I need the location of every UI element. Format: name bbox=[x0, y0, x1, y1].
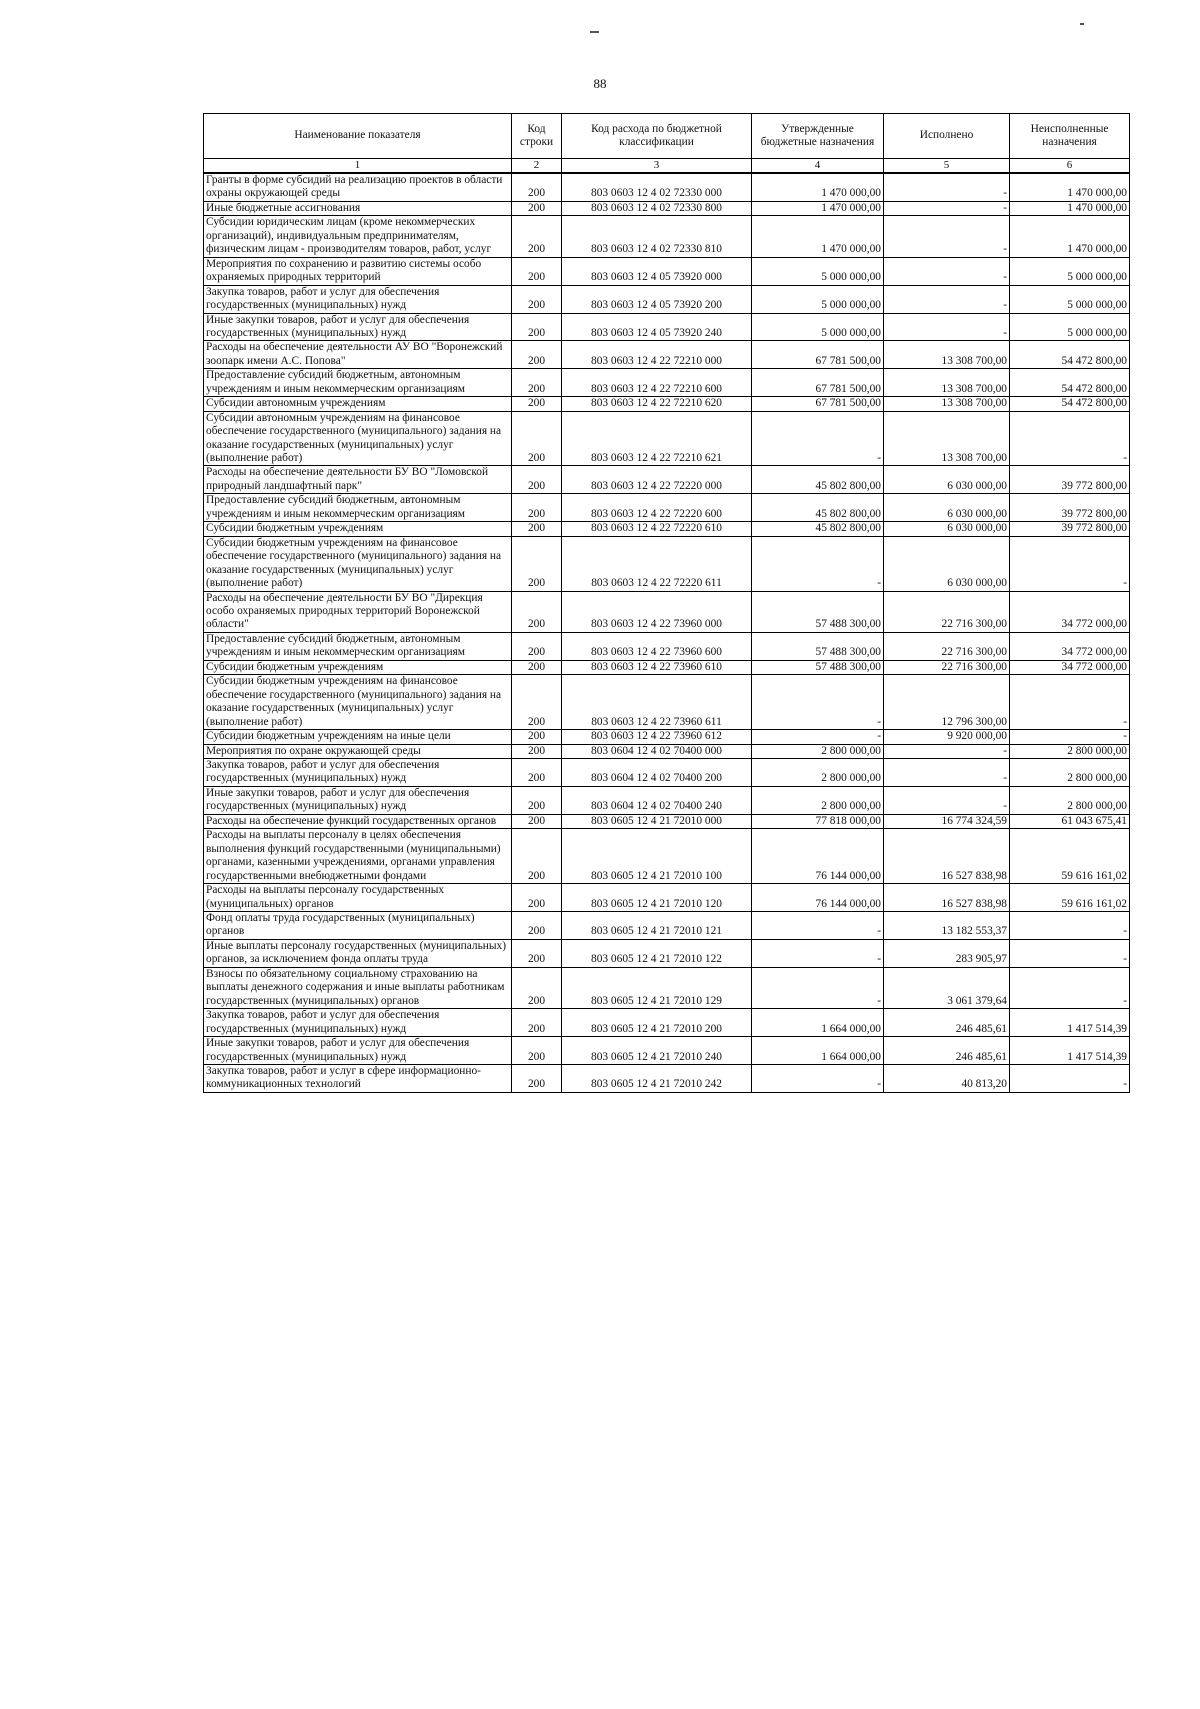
row-executed: - bbox=[884, 759, 1010, 787]
row-line-code: 200 bbox=[512, 466, 562, 494]
row-executed: 13 308 700,00 bbox=[884, 369, 1010, 397]
row-executed: - bbox=[884, 201, 1010, 215]
header-approved: Утвержденные бюджетные назначения bbox=[752, 114, 884, 159]
row-budget-code: 803 0603 12 4 22 72210 000 bbox=[562, 341, 752, 369]
row-unexecuted: - bbox=[1010, 536, 1130, 591]
row-line-code: 200 bbox=[512, 173, 562, 201]
row-executed: 16 774 324,59 bbox=[884, 814, 1010, 828]
row-executed: - bbox=[884, 313, 1010, 341]
table-row bbox=[204, 967, 1130, 1008]
row-name: Субсидии бюджетным учреждениям bbox=[204, 522, 512, 536]
table-row bbox=[204, 397, 1130, 411]
row-name: Иные закупки товаров, работ и услуг для обеспечения государственных (муниципальных) нужд bbox=[204, 786, 512, 814]
row-approved: - bbox=[752, 536, 884, 591]
row-unexecuted: - bbox=[1010, 675, 1130, 730]
row-budget-code: 803 0603 12 4 22 72220 000 bbox=[562, 466, 752, 494]
row-executed: 6 030 000,00 bbox=[884, 466, 1010, 494]
table-row bbox=[204, 744, 1130, 758]
row-approved: 57 488 300,00 bbox=[752, 660, 884, 674]
row-budget-code: 803 0605 12 4 21 72010 242 bbox=[562, 1064, 752, 1092]
row-approved: - bbox=[752, 730, 884, 744]
table-row bbox=[204, 829, 1130, 884]
table-body bbox=[204, 173, 1130, 1092]
row-approved: - bbox=[752, 1064, 884, 1092]
row-approved: 76 144 000,00 bbox=[752, 829, 884, 884]
row-line-code: 200 bbox=[512, 660, 562, 674]
row-approved: 67 781 500,00 bbox=[752, 369, 884, 397]
row-approved: 1 470 000,00 bbox=[752, 173, 884, 201]
row-unexecuted: 61 043 675,41 bbox=[1010, 814, 1130, 828]
scan-mark bbox=[590, 31, 599, 33]
row-line-code: 200 bbox=[512, 759, 562, 787]
row-name: Гранты в форме субсидий на реализацию проектов в области охраны окружающей среды bbox=[204, 173, 512, 201]
row-unexecuted: 54 472 800,00 bbox=[1010, 397, 1130, 411]
row-budget-code: 803 0603 12 4 22 73960 612 bbox=[562, 730, 752, 744]
row-budget-code: 803 0605 12 4 21 72010 000 bbox=[562, 814, 752, 828]
row-name: Закупка товаров, работ и услуг в сфере информационно-коммуникационных технологий bbox=[204, 1064, 512, 1092]
scan-mark bbox=[1080, 23, 1084, 25]
row-unexecuted: - bbox=[1010, 411, 1130, 466]
row-executed: 12 796 300,00 bbox=[884, 675, 1010, 730]
row-budget-code: 803 0603 12 4 22 73960 611 bbox=[562, 675, 752, 730]
row-budget-code: 803 0604 12 4 02 70400 240 bbox=[562, 786, 752, 814]
row-budget-code: 803 0603 12 4 05 73920 200 bbox=[562, 285, 752, 313]
row-budget-code: 803 0603 12 4 05 73920 240 bbox=[562, 313, 752, 341]
row-approved: 5 000 000,00 bbox=[752, 285, 884, 313]
table-row bbox=[204, 786, 1130, 814]
row-line-code: 200 bbox=[512, 397, 562, 411]
row-line-code: 200 bbox=[512, 591, 562, 632]
row-approved: 45 802 800,00 bbox=[752, 522, 884, 536]
row-line-code: 200 bbox=[512, 369, 562, 397]
header-executed: Исполнено bbox=[884, 114, 1010, 159]
row-approved: 1 664 000,00 bbox=[752, 1009, 884, 1037]
row-executed: - bbox=[884, 744, 1010, 758]
row-line-code: 200 bbox=[512, 411, 562, 466]
row-unexecuted: 5 000 000,00 bbox=[1010, 313, 1130, 341]
row-unexecuted: 59 616 161,02 bbox=[1010, 829, 1130, 884]
row-unexecuted: 54 472 800,00 bbox=[1010, 369, 1130, 397]
row-unexecuted: 5 000 000,00 bbox=[1010, 257, 1130, 285]
row-approved: 2 800 000,00 bbox=[752, 786, 884, 814]
table-row bbox=[204, 814, 1130, 828]
row-unexecuted: 39 772 800,00 bbox=[1010, 494, 1130, 522]
table-row bbox=[204, 911, 1130, 939]
row-budget-code: 803 0604 12 4 02 70400 000 bbox=[562, 744, 752, 758]
row-approved: - bbox=[752, 939, 884, 967]
row-line-code: 200 bbox=[512, 494, 562, 522]
row-executed: 22 716 300,00 bbox=[884, 591, 1010, 632]
row-executed: 6 030 000,00 bbox=[884, 536, 1010, 591]
row-unexecuted: 5 000 000,00 bbox=[1010, 285, 1130, 313]
table-row bbox=[204, 591, 1130, 632]
row-executed: - bbox=[884, 285, 1010, 313]
row-line-code: 200 bbox=[512, 967, 562, 1008]
table-row bbox=[204, 759, 1130, 787]
header-line-code: Код строки bbox=[512, 114, 562, 159]
row-budget-code: 803 0603 12 4 22 72210 621 bbox=[562, 411, 752, 466]
row-budget-code: 803 0604 12 4 02 70400 200 bbox=[562, 759, 752, 787]
budget-execution-table bbox=[203, 113, 1130, 1093]
table-header bbox=[204, 114, 1130, 173]
row-executed: 246 485,61 bbox=[884, 1037, 1010, 1065]
row-line-code: 200 bbox=[512, 216, 562, 257]
table-row bbox=[204, 369, 1130, 397]
row-budget-code: 803 0603 12 4 02 72330 000 bbox=[562, 173, 752, 201]
row-line-code: 200 bbox=[512, 1009, 562, 1037]
row-unexecuted: 59 616 161,02 bbox=[1010, 884, 1130, 912]
row-executed: 9 920 000,00 bbox=[884, 730, 1010, 744]
row-executed: 16 527 838,98 bbox=[884, 829, 1010, 884]
row-unexecuted: - bbox=[1010, 730, 1130, 744]
row-executed: 3 061 379,64 bbox=[884, 967, 1010, 1008]
row-budget-code: 803 0603 12 4 22 72220 600 bbox=[562, 494, 752, 522]
table-row bbox=[204, 522, 1130, 536]
row-executed: - bbox=[884, 257, 1010, 285]
column-number: 6 bbox=[1010, 159, 1130, 173]
table-row bbox=[204, 1064, 1130, 1092]
row-unexecuted: 1 470 000,00 bbox=[1010, 216, 1130, 257]
row-line-code: 200 bbox=[512, 911, 562, 939]
row-unexecuted: 1 417 514,39 bbox=[1010, 1009, 1130, 1037]
row-name: Закупка товаров, работ и услуг для обеспечения государственных (муниципальных) нужд bbox=[204, 759, 512, 787]
table-row bbox=[204, 1037, 1130, 1065]
table-row bbox=[204, 494, 1130, 522]
row-budget-code: 803 0603 12 4 22 73960 600 bbox=[562, 632, 752, 660]
table-row bbox=[204, 730, 1130, 744]
row-name: Иные закупки товаров, работ и услуг для обеспечения государственных (муниципальных) нужд bbox=[204, 1037, 512, 1065]
row-unexecuted: 34 772 000,00 bbox=[1010, 632, 1130, 660]
table-row bbox=[204, 632, 1130, 660]
row-unexecuted: 39 772 800,00 bbox=[1010, 522, 1130, 536]
row-executed: 13 308 700,00 bbox=[884, 341, 1010, 369]
row-budget-code: 803 0605 12 4 21 72010 122 bbox=[562, 939, 752, 967]
row-executed: 13 182 553,37 bbox=[884, 911, 1010, 939]
column-number: 3 bbox=[562, 159, 752, 173]
row-line-code: 200 bbox=[512, 257, 562, 285]
row-line-code: 200 bbox=[512, 730, 562, 744]
row-budget-code: 803 0603 12 4 22 72210 620 bbox=[562, 397, 752, 411]
row-approved: 45 802 800,00 bbox=[752, 494, 884, 522]
table-row bbox=[204, 1009, 1130, 1037]
row-name: Расходы на обеспечение деятельности БУ ВО "Дирекция особо охраняемых природных территорий Воронежской области" bbox=[204, 591, 512, 632]
row-unexecuted: 34 772 000,00 bbox=[1010, 660, 1130, 674]
row-name: Иные закупки товаров, работ и услуг для обеспечения государственных (муниципальных) нужд bbox=[204, 313, 512, 341]
row-approved: 57 488 300,00 bbox=[752, 632, 884, 660]
row-name: Закупка товаров, работ и услуг для обеспечения государственных (муниципальных) нужд bbox=[204, 285, 512, 313]
row-name: Расходы на выплаты персоналу государственных (муниципальных) органов bbox=[204, 884, 512, 912]
row-name: Субсидии юридическим лицам (кроме некоммерческих организаций), индивидуальным предпринимателям, физическим лицам - производителям товаров, работ, услуг bbox=[204, 216, 512, 257]
row-unexecuted: 1 417 514,39 bbox=[1010, 1037, 1130, 1065]
row-executed: 283 905,97 bbox=[884, 939, 1010, 967]
row-line-code: 200 bbox=[512, 285, 562, 313]
row-budget-code: 803 0603 12 4 05 73920 000 bbox=[562, 257, 752, 285]
row-executed: 6 030 000,00 bbox=[884, 494, 1010, 522]
row-approved: 1 664 000,00 bbox=[752, 1037, 884, 1065]
row-name: Расходы на обеспечение деятельности БУ ВО "Ломовской природный ландшафтный парк" bbox=[204, 466, 512, 494]
row-budget-code: 803 0603 12 4 22 73960 000 bbox=[562, 591, 752, 632]
row-executed: 6 030 000,00 bbox=[884, 522, 1010, 536]
row-name: Субсидии бюджетным учреждениям bbox=[204, 660, 512, 674]
row-line-code: 200 bbox=[512, 786, 562, 814]
row-line-code: 200 bbox=[512, 675, 562, 730]
table-row bbox=[204, 201, 1130, 215]
row-executed: 22 716 300,00 bbox=[884, 632, 1010, 660]
row-approved: 57 488 300,00 bbox=[752, 591, 884, 632]
row-approved: 77 818 000,00 bbox=[752, 814, 884, 828]
table-row bbox=[204, 173, 1130, 201]
row-budget-code: 803 0605 12 4 21 72010 121 bbox=[562, 911, 752, 939]
row-unexecuted: 1 470 000,00 bbox=[1010, 201, 1130, 215]
column-number: 1 bbox=[204, 159, 512, 173]
column-number: 4 bbox=[752, 159, 884, 173]
row-budget-code: 803 0603 12 4 02 72330 810 bbox=[562, 216, 752, 257]
row-budget-code: 803 0603 12 4 22 73960 610 bbox=[562, 660, 752, 674]
row-approved: - bbox=[752, 911, 884, 939]
row-line-code: 200 bbox=[512, 884, 562, 912]
header-budget-code: Код расхода по бюджетной классификации bbox=[562, 114, 752, 159]
column-number: 2 bbox=[512, 159, 562, 173]
row-name: Мероприятия по сохранению и развитию системы особо охраняемых природных территорий bbox=[204, 257, 512, 285]
row-line-code: 200 bbox=[512, 744, 562, 758]
header-indicator-name: Наименование показателя bbox=[204, 114, 512, 159]
row-executed: 13 308 700,00 bbox=[884, 397, 1010, 411]
table-row bbox=[204, 341, 1130, 369]
row-budget-code: 803 0605 12 4 21 72010 240 bbox=[562, 1037, 752, 1065]
row-executed: 246 485,61 bbox=[884, 1009, 1010, 1037]
row-line-code: 200 bbox=[512, 1037, 562, 1065]
row-executed: 40 813,20 bbox=[884, 1064, 1010, 1092]
row-name: Фонд оплаты труда государственных (муниципальных) органов bbox=[204, 911, 512, 939]
row-budget-code: 803 0603 12 4 22 72210 600 bbox=[562, 369, 752, 397]
row-approved: 1 470 000,00 bbox=[752, 201, 884, 215]
page-number: 88 bbox=[593, 76, 607, 91]
table-row bbox=[204, 884, 1130, 912]
row-unexecuted: 2 800 000,00 bbox=[1010, 759, 1130, 787]
row-approved: 2 800 000,00 bbox=[752, 744, 884, 758]
row-line-code: 200 bbox=[512, 632, 562, 660]
table-row bbox=[204, 411, 1130, 466]
row-approved: - bbox=[752, 967, 884, 1008]
row-line-code: 200 bbox=[512, 1064, 562, 1092]
row-name: Взносы по обязательному социальному страхованию на выплаты денежного содержания и иные выплаты работникам государственных (муниципальных) органов bbox=[204, 967, 512, 1008]
row-executed: 22 716 300,00 bbox=[884, 660, 1010, 674]
table-row bbox=[204, 675, 1130, 730]
row-approved: - bbox=[752, 675, 884, 730]
row-executed: - bbox=[884, 173, 1010, 201]
row-name: Расходы на выплаты персоналу в целях обеспечения выполнения функций государственными (муниципальными) органами, казенными учреждениями, органами управления государственными внебюджетными фондами bbox=[204, 829, 512, 884]
table-row bbox=[204, 313, 1130, 341]
row-budget-code: 803 0605 12 4 21 72010 200 bbox=[562, 1009, 752, 1037]
row-approved: 2 800 000,00 bbox=[752, 759, 884, 787]
row-unexecuted: 34 772 000,00 bbox=[1010, 591, 1130, 632]
row-name: Субсидии автономным учреждениям bbox=[204, 397, 512, 411]
table-row bbox=[204, 285, 1130, 313]
row-approved: 45 802 800,00 bbox=[752, 466, 884, 494]
table-row bbox=[204, 466, 1130, 494]
row-name: Субсидии бюджетным учреждениям на финансовое обеспечение государственного (муниципального) задания на оказание государственных (муниципальных) услуг (выполнение работ) bbox=[204, 675, 512, 730]
row-name: Иные выплаты персоналу государственных (муниципальных) органов, за исключением фонда оплаты труда bbox=[204, 939, 512, 967]
row-budget-code: 803 0605 12 4 21 72010 120 bbox=[562, 884, 752, 912]
row-approved: 1 470 000,00 bbox=[752, 216, 884, 257]
row-name: Расходы на обеспечение деятельности АУ ВО "Воронежский зоопарк имени А.С. Попова" bbox=[204, 341, 512, 369]
row-name: Иные бюджетные ассигнования bbox=[204, 201, 512, 215]
row-approved: - bbox=[752, 411, 884, 466]
row-budget-code: 803 0603 12 4 22 72220 611 bbox=[562, 536, 752, 591]
row-line-code: 200 bbox=[512, 939, 562, 967]
row-executed: 16 527 838,98 bbox=[884, 884, 1010, 912]
row-line-code: 200 bbox=[512, 829, 562, 884]
row-unexecuted: - bbox=[1010, 939, 1130, 967]
row-line-code: 200 bbox=[512, 341, 562, 369]
column-number: 5 bbox=[884, 159, 1010, 173]
row-unexecuted: 54 472 800,00 bbox=[1010, 341, 1130, 369]
row-approved: 76 144 000,00 bbox=[752, 884, 884, 912]
row-name: Предоставление субсидий бюджетным, автономным учреждениям и иным некоммерческим организациям bbox=[204, 494, 512, 522]
row-unexecuted: 2 800 000,00 bbox=[1010, 744, 1130, 758]
row-unexecuted: 39 772 800,00 bbox=[1010, 466, 1130, 494]
row-budget-code: 803 0603 12 4 02 72330 800 bbox=[562, 201, 752, 215]
row-executed: 13 308 700,00 bbox=[884, 411, 1010, 466]
row-unexecuted: 1 470 000,00 bbox=[1010, 173, 1130, 201]
table-row bbox=[204, 216, 1130, 257]
row-unexecuted: - bbox=[1010, 911, 1130, 939]
row-budget-code: 803 0605 12 4 21 72010 100 bbox=[562, 829, 752, 884]
row-unexecuted: - bbox=[1010, 1064, 1130, 1092]
row-line-code: 200 bbox=[512, 536, 562, 591]
table-row bbox=[204, 660, 1130, 674]
row-executed: - bbox=[884, 216, 1010, 257]
row-name: Субсидии бюджетным учреждениям на финансовое обеспечение государственного (муниципального) задания на оказание государственных (муниципальных) услуг (выполнение работ) bbox=[204, 536, 512, 591]
table-row bbox=[204, 257, 1130, 285]
row-name: Субсидии автономным учреждениям на финансовое обеспечение государственного (муниципального) задания на оказание государственных (муниципальных) услуг (выполнение работ) bbox=[204, 411, 512, 466]
row-name: Предоставление субсидий бюджетным, автономным учреждениям и иным некоммерческим организациям bbox=[204, 632, 512, 660]
row-name: Закупка товаров, работ и услуг для обеспечения государственных (муниципальных) нужд bbox=[204, 1009, 512, 1037]
row-approved: 67 781 500,00 bbox=[752, 397, 884, 411]
row-line-code: 200 bbox=[512, 313, 562, 341]
row-line-code: 200 bbox=[512, 522, 562, 536]
table-row bbox=[204, 939, 1130, 967]
row-line-code: 200 bbox=[512, 201, 562, 215]
header-unexecuted: Неисполненные назначения bbox=[1010, 114, 1130, 159]
row-approved: 5 000 000,00 bbox=[752, 257, 884, 285]
row-executed: - bbox=[884, 786, 1010, 814]
row-name: Мероприятия по охране окружающей среды bbox=[204, 744, 512, 758]
row-budget-code: 803 0603 12 4 22 72220 610 bbox=[562, 522, 752, 536]
row-name: Предоставление субсидий бюджетным, автономным учреждениям и иным некоммерческим организациям bbox=[204, 369, 512, 397]
row-unexecuted: - bbox=[1010, 967, 1130, 1008]
row-approved: 67 781 500,00 bbox=[752, 341, 884, 369]
row-unexecuted: 2 800 000,00 bbox=[1010, 786, 1130, 814]
table-row bbox=[204, 536, 1130, 591]
row-budget-code: 803 0605 12 4 21 72010 129 bbox=[562, 967, 752, 1008]
row-line-code: 200 bbox=[512, 814, 562, 828]
row-approved: 5 000 000,00 bbox=[752, 313, 884, 341]
row-name: Субсидии бюджетным учреждениям на иные цели bbox=[204, 730, 512, 744]
row-name: Расходы на обеспечение функций государственных органов bbox=[204, 814, 512, 828]
